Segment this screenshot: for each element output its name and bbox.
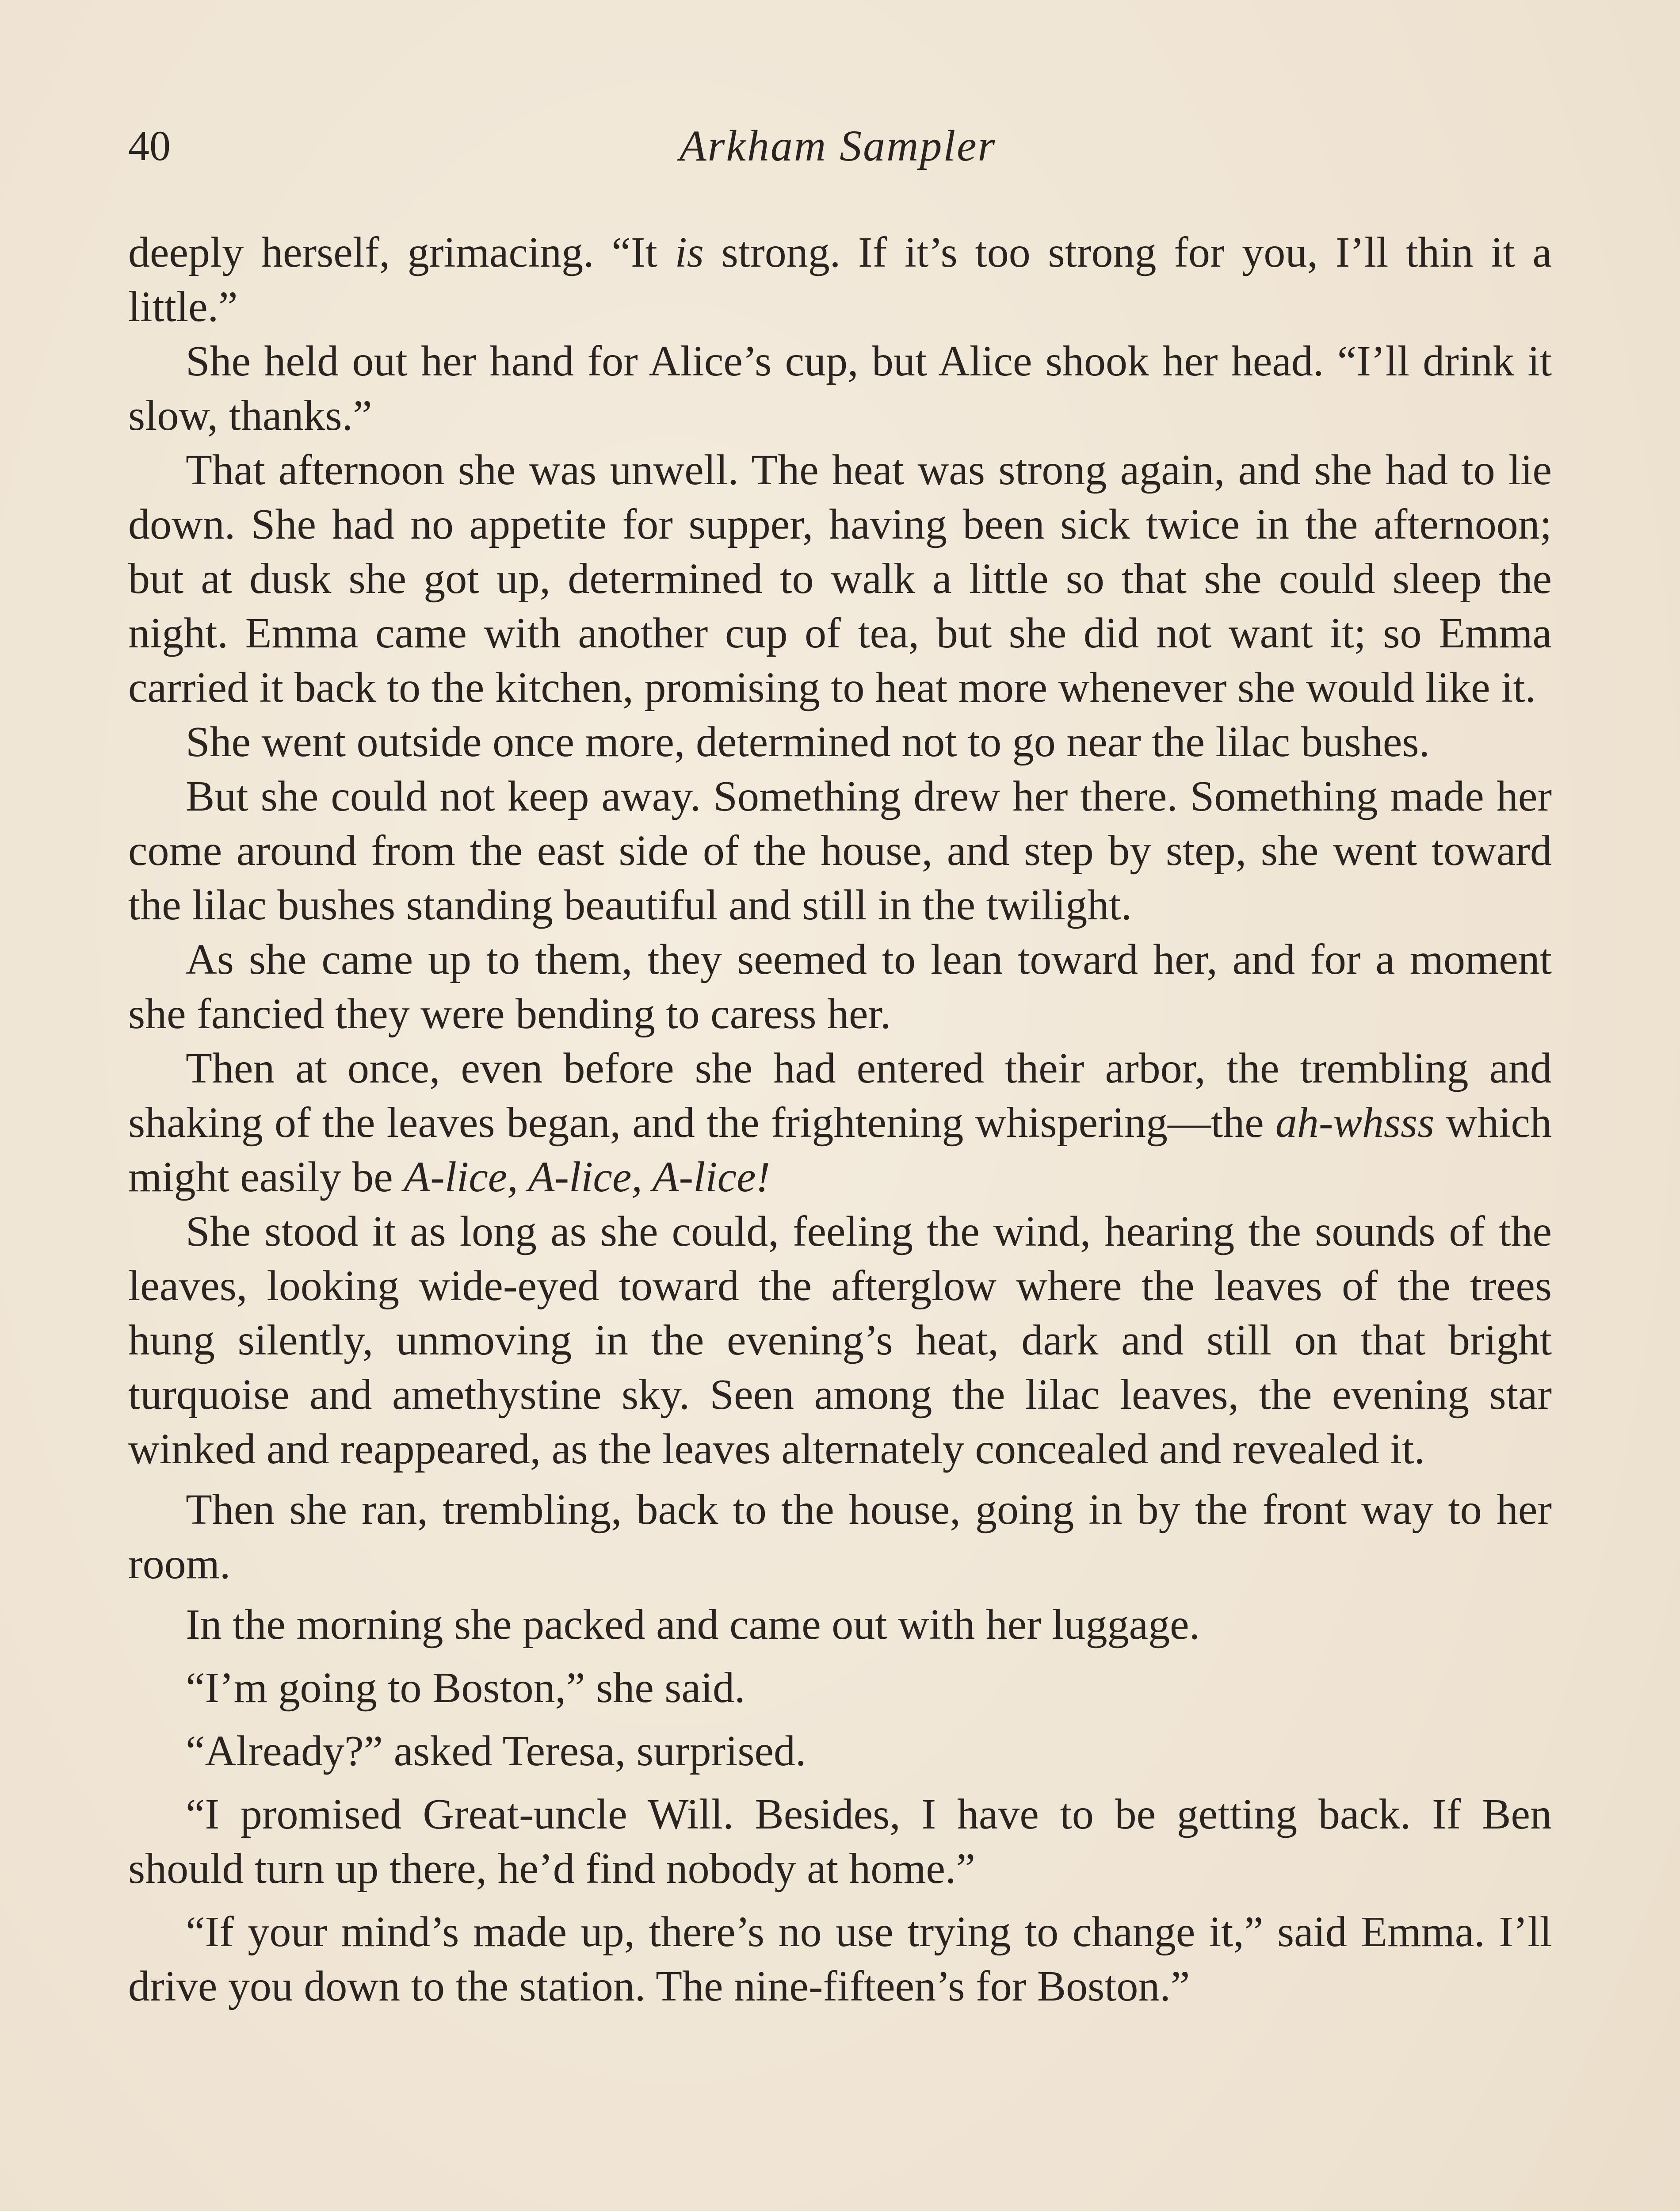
paragraph-12: “Already?” asked Teresa, surprised. (186, 1727, 806, 1775)
paragraph-3: That afternoon she was unwell. The heat was strong again, and she had to lie down. She had no appetite for supper, having been sick twice in the afternoon; but at dusk she got up, determined to walk a little so that she could sleep the night. Emma came with another cup of tea, but she did not want it; so Emma carried it back to the kitchen, promising to heat more whenever she would like it. (128, 446, 1552, 711)
page-number: 40 (128, 122, 171, 169)
page-header (128, 117, 1547, 175)
body-text (128, 226, 1552, 2014)
paragraph-4: She went outside once more, determined not to go near the lilac bushes. (186, 718, 1430, 766)
running-title: Arkham Sampler (679, 121, 997, 170)
paragraph-10: In the morning she packed and came out with her luggage. (186, 1601, 1200, 1649)
paragraph-5: But she could not keep away. Something drew her there. Something made her come around from the east side of the house, and step by step, she went toward the lilac bushes standing beautiful and still in the twilight. (128, 773, 1552, 929)
paragraph-13: “I promised Great-uncle Will. Besides, I have to be getting back. If Ben should turn up there, he’d find nobody at home.” (128, 1790, 1552, 1893)
paragraph-1: deeply herself, grimacing. “It is strong. If it’s too strong for you, I’ll thin it a little.” (128, 229, 1552, 331)
paragraph-11: “I’m going to Boston,” she said. (186, 1664, 745, 1712)
paragraph-6: As she came up to them, they seemed to lean toward her, and for a moment she fancied they were bending to caress her. (128, 936, 1552, 1038)
paragraph-14: “If your mind’s made up, there’s no use trying to change it,” said Emma. I’ll drive you down to the station. The nine-fifteen’s for Boston.” (128, 1908, 1552, 2010)
paragraph-7: Then at once, even before she had entered their arbor, the trembling and shaking of the leaves began, and the frightening whispering—the ah-whsss which might easily be A-lice, A-lice, A-lice! (128, 1044, 1552, 1201)
paragraph-2: She held out her hand for Alice’s cup, but Alice shook her head. “I’ll drink it slow, thanks.” (128, 337, 1552, 440)
paragraph-9: Then she ran, trembling, back to the house, going in by the front way to her room. (128, 1486, 1552, 1588)
paragraph-8: She stood it as long as she could, feeling the wind, hearing the sounds of the leaves, looking wide-eyed toward the afterglow where the leaves of the trees hung silently, unmoving in the evening’s heat, dark and still on that bright turquoise and amethystine sky. Seen among the lilac leaves, the evening star winked and reappeared, as the leaves alternately concealed and revealed it. (128, 1208, 1552, 1473)
